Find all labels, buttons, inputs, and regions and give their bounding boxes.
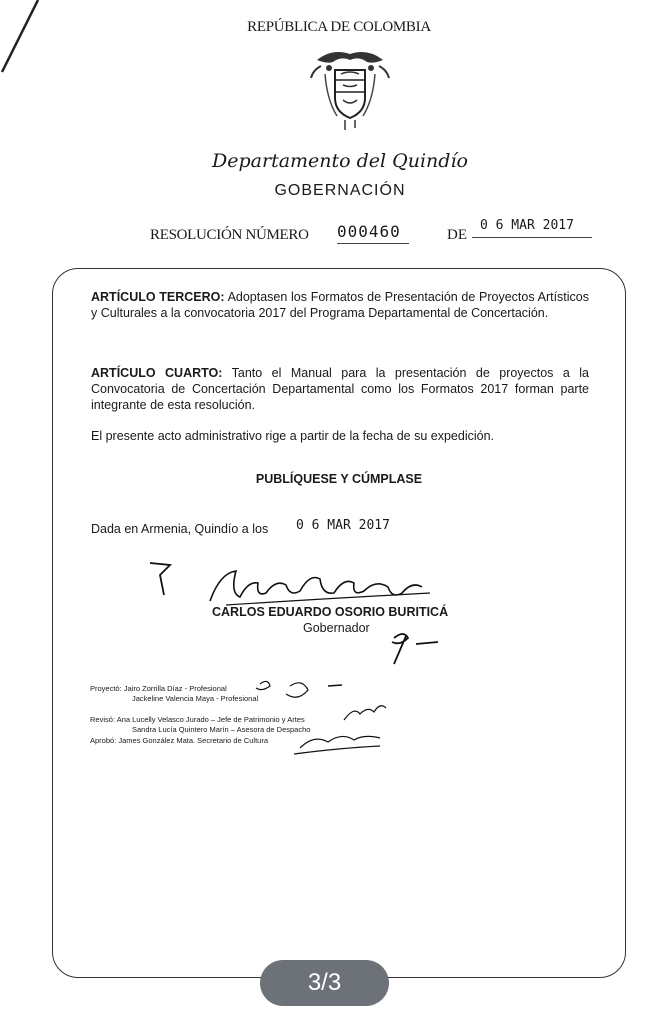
validity-statement: El presente acto administrativo rige a partir de la fecha de su expedición. [91, 429, 495, 443]
credits-aprobo [90, 736, 268, 745]
publish-heading: PUBLÍQUESE Y CÚMPLASE [255, 472, 423, 486]
reviewer-initials [250, 676, 410, 766]
credits-proyecto-name-2: Jackeline Valencia Maya - Profesional [132, 694, 259, 703]
credits-reviso-name-2: Sandra Lucía Quintero Marín – Asesora de Despacho [132, 725, 311, 734]
article-third-text: Adoptasen los Formatos de Presentación de Proyectos Artísticos y Culturales a la convocatoria 2017 del Programa Departamental de Concertación. [91, 290, 589, 320]
office-name: GOBERNACIÓN [274, 182, 406, 199]
credits-aprobo-name: James González Mata. Secretario de Cultura [118, 736, 269, 745]
resolution-number: 000460 [337, 222, 409, 244]
credits-proyecto-1 [90, 684, 227, 693]
credits-aprobo-label: Aprobó: [90, 736, 117, 745]
coat-of-arms-icon [307, 40, 393, 132]
signer-role: Gobernador [303, 621, 370, 635]
resolution-date: 0 6 MAR 2017 [472, 218, 592, 238]
article-fourth [91, 365, 589, 413]
resolution-date-label: DE [447, 227, 467, 243]
credits-proyecto-name-1: Jairo Zorrilla Díaz - Profesional [123, 684, 227, 693]
republic-title: REPÚBLICA DE COLOMBIA [247, 19, 431, 35]
governor-signature [140, 553, 460, 613]
corner-pen-stroke [0, 0, 60, 90]
article-fourth-text: Tanto el Manual para la presentación de proyectos a la Convocatoria de Concertación Departamental como los Formatos 2017 forman parte integrante de esta resolución. [91, 366, 589, 412]
credits-proyecto-label: Proyectó: [90, 684, 122, 693]
article-fourth-title: ARTÍCULO CUARTO: [91, 366, 223, 380]
given-in-text: Dada en Armenia, Quindío a los [91, 522, 269, 536]
page-indicator: 3/3 [260, 960, 389, 1006]
credits-reviso-label: Revisó: [90, 715, 116, 724]
resolution-label: RESOLUCIÓN NÚMERO [150, 227, 309, 243]
signer-name: CARLOS EDUARDO OSORIO BURITICÁ [212, 605, 449, 619]
article-third-title: ARTÍCULO TERCERO: [91, 290, 225, 304]
department-name: Departamento del Quindío [212, 150, 468, 172]
given-date: 0 6 MAR 2017 [296, 518, 390, 533]
handwritten-initials [380, 620, 450, 670]
article-third [91, 289, 589, 321]
credits-reviso-name-1: Ana Lucelly Velasco Jurado – Jefe de Patrimonio y Artes [116, 715, 305, 724]
